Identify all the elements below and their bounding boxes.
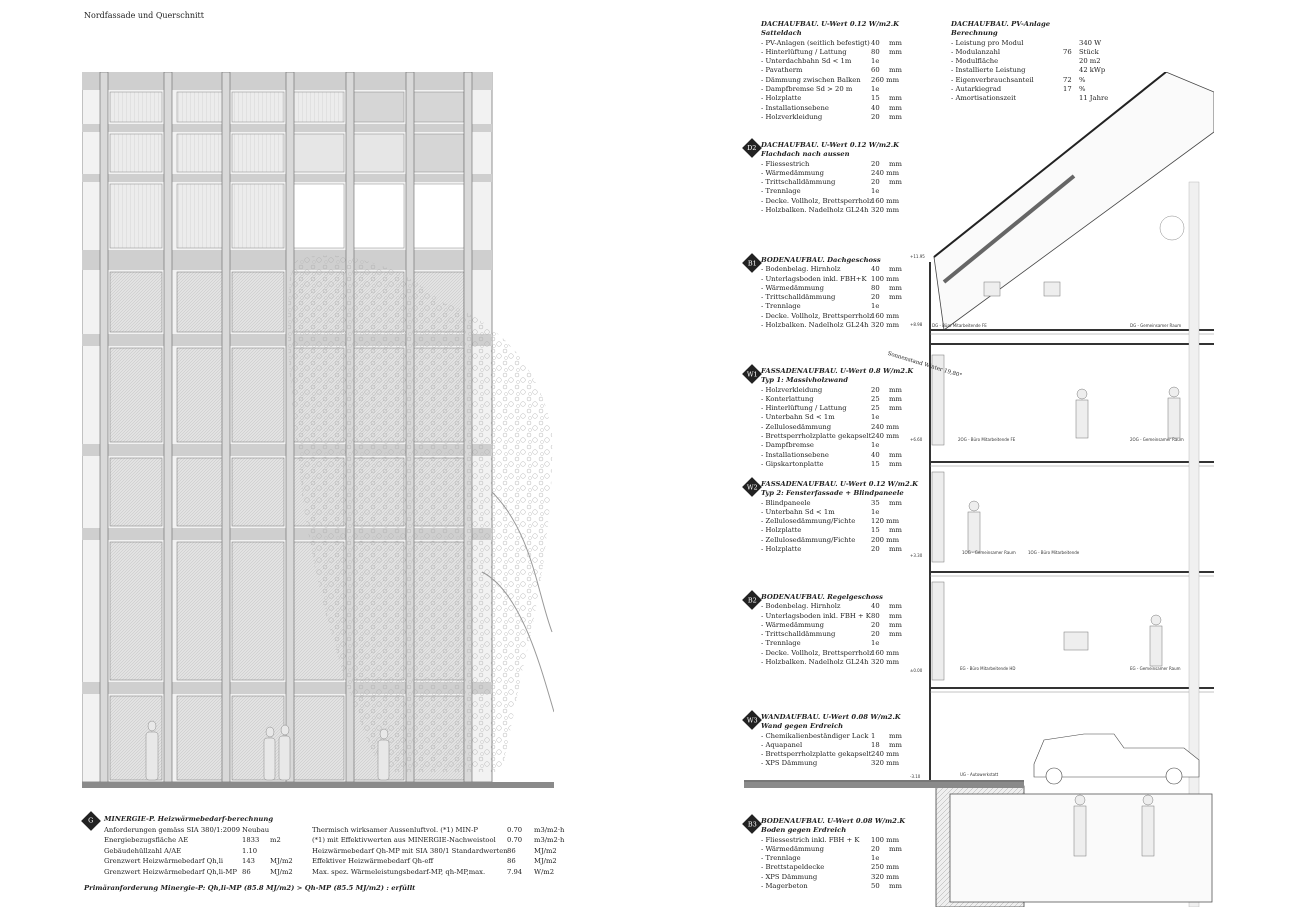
spec-row: - Gipskartonplatte 15 mm	[761, 459, 902, 468]
spec-row: - Blindpaneele 35 mm	[761, 498, 902, 507]
spec-row: - Unterbahn Sd < 1m 1e	[761, 413, 880, 422]
facade-ground-line	[82, 782, 554, 788]
spec-row: - Holzverkleidung 20 mm	[761, 385, 902, 394]
minergie-row: Max. spez. Wärmeleistungsbedarf-MP, qh-MP,max. 7.94 W/m2	[312, 867, 555, 876]
spec-row: - Decke. Vollholz, Brettsperrholz 160 mm	[761, 196, 900, 205]
pv-subtitle: Berechnung	[951, 29, 998, 38]
spec-row: - Hinterlüftung / Lattung 80 mm	[761, 47, 902, 56]
minergie-row: Gebäudehüllzahl A/AE 1.10	[104, 846, 258, 855]
pv-title: DACHAUFBAU. PV-Anlage	[951, 20, 1051, 28]
minergie-row: Grenzwert Heizwärmebedarf Qh,li-MP 86 MJ/m2	[104, 867, 293, 876]
spec-row: - Decke. Vollholz, Brettsperrholz 160 mm	[761, 648, 900, 657]
spec-row: - Zellulosedämmung/Fichte 120 mm	[761, 517, 900, 526]
spec-row: - Dämmung zwischen Balken 260 mm	[761, 75, 900, 84]
spec-title: BODENAUFBAU. Dachgeschoss	[761, 256, 881, 264]
spec-row: - Hinterlüftung / Lattung 25 mm	[761, 404, 902, 413]
minergie-row: Effektiver Heizwärmebedarf Qh-eff 86 MJ/m2	[312, 857, 557, 865]
spec-subtitle: Satteldach	[761, 29, 802, 38]
minergie-footer: Primäranforderung Minergie-P: Qh,li-MP (85.8 MJ/m2) > Qh-MP (85.5 MJ/m2) : erfüllt	[84, 883, 416, 892]
spec-row: - Holzplatte 15 mm	[761, 94, 902, 103]
spec-row: - Brettsperrholzplatte gekapselt 240 mm	[761, 750, 900, 759]
spec-title: BODENAUFBAU. Regelgeschoss	[761, 593, 883, 601]
spec-row: - Holzverkleidung 20 mm	[761, 112, 902, 121]
spec-row: - XPS Dämmung 320 mm	[761, 759, 900, 768]
spec-row: - Fliessestrich 20 mm	[761, 159, 902, 168]
pv-row: - Installierte Leistung 42 kWp	[951, 66, 1106, 75]
spec-subtitle: Wand gegen Erdreich	[761, 722, 844, 731]
spec-row: - Zellulosedämmung/Fichte 200 mm	[761, 535, 900, 544]
spec-row: - Holzbalken. Nadelholz GL24h 320 mm	[761, 658, 900, 667]
spec-row: - Konterlattung 25 mm	[761, 394, 902, 403]
spec-b3	[747, 817, 941, 891]
spec-row: - Magerbeton 50 mm	[761, 882, 902, 891]
spec-badge: W1	[742, 364, 762, 384]
level-label: +8.98	[910, 322, 923, 327]
spec-row: - Zellulosedämmung 240 mm	[761, 422, 900, 431]
spec-badge: D2	[742, 138, 762, 158]
spec-row: - PV-Anlagen (seitlich befestigt) 40 mm	[761, 38, 902, 47]
spec-row: - Installationsebene 40 mm	[761, 450, 902, 459]
spec-b1	[747, 256, 941, 330]
spec-row: - Trittschalldämmung 20 mm	[761, 293, 902, 302]
spec-row: - Holzplatte 20 mm	[761, 545, 902, 554]
spec-row: - Bodenbelag. Hirnholz 40 mm	[761, 602, 902, 611]
spec-row: - Wärmedämmung 80 mm	[761, 283, 902, 292]
spec-row: - Wärmedämmung 240 mm	[761, 168, 900, 177]
room-label: EG - Büro Mitarbeitende HD	[960, 666, 1016, 671]
spec-subtitle: Typ 1: Massivholzwand	[761, 376, 848, 385]
spec-row: - Trittschalldämmung 20 mm	[761, 178, 902, 187]
spec-badge: B2	[742, 590, 762, 610]
spec-subtitle: Typ 2: Fensterfassade + Blindpaneele	[761, 489, 904, 498]
spec-title: BODENAUFBAU. U-Wert 0.08 W/m2.K	[761, 817, 906, 825]
spec-row: - Decke. Vollholz, Brettsperrholz 160 mm	[761, 311, 900, 320]
minergie-row: Heizwärmebedarf Qh-MP mit SIA 380/1 Standardwerten 86 MJ/m2	[312, 846, 557, 855]
spec-badge: W3	[742, 710, 762, 730]
level-label: -3.10	[910, 774, 921, 779]
pv-row: - Autarkiegrad 17 %	[951, 85, 1086, 94]
spec-row: - XPS Dämmung 320 mm	[761, 872, 900, 881]
room-label: 1OG - Gemeinsamer Raum	[962, 550, 1016, 555]
level-label: +6.60	[910, 437, 923, 442]
minergie-title: MINERGIE-P. Heizwärmebedarf-berechnung	[104, 815, 274, 823]
pv-row: - Modulfläche 20 m2	[951, 57, 1101, 66]
pv-row: - Modulanzahl 76 Stück	[951, 47, 1099, 56]
spec-row: - Trittschalldämmung 20 mm	[761, 630, 902, 639]
minergie-row: Thermisch wirksamer Aussenluftvol. (*1) MIN-P 0.70 m3/m2·h	[312, 825, 565, 834]
spec-title: FASSADENAUFBAU. U-Wert 0.8 W/m2.K	[761, 367, 914, 375]
level-label: +3.30	[910, 553, 923, 558]
pv-calculation	[951, 20, 1131, 104]
minergie-row: (*1) mit Effektivwerten aus MINERGIE-Nachweistool 0.70 m3/m2·h	[312, 836, 565, 844]
spec-row: - Trennlage 1e	[761, 639, 880, 648]
room-label: 2OG - Büro Mitarbeitende FE	[958, 437, 1016, 442]
spec-row: - Holzbalken. Nadelholz GL24h 320 mm	[761, 206, 900, 215]
spec-badge: B3	[742, 814, 762, 834]
room-label: EG - Gemeinsamer Raum	[1130, 666, 1181, 671]
minergie-badge: G	[81, 811, 101, 831]
spec-row: - Unterlagsboden inkl. FBH + K 80 mm	[761, 611, 902, 620]
spec-row: - Brettsperrholzplatte gekapselt 240 mm	[761, 432, 900, 441]
level-label: ±0.00	[910, 668, 923, 673]
spec-d2	[747, 141, 941, 215]
room-label: UG - Autowerkstatt	[960, 772, 999, 777]
spec-row: - Wärmedämmung 20 mm	[761, 620, 902, 629]
spec-subtitle: Flachdach nach aussen	[761, 150, 850, 159]
spec-row: - Unterbahn Sd < 1m 1e	[761, 507, 880, 516]
sun-angle-label: Sonnenstand Winter 19,80°	[886, 350, 963, 380]
spec-w1	[746, 367, 941, 469]
spec-w2	[746, 480, 941, 554]
spec-subtitle: Boden gegen Erdreich	[761, 826, 847, 835]
pv-row: - Leistung pro Modul 340 W	[951, 38, 1102, 47]
spec-row: - Aquapanel 18 mm	[761, 740, 902, 749]
spec-title: FASSADENAUFBAU. U-Wert 0.12 W/m2.K	[761, 480, 918, 488]
spec-row: - Brettstapeldecke 250 mm	[761, 863, 900, 872]
pv-row: - Amortisationszeit 11 Jahre	[951, 94, 1109, 103]
spec-row: - Chemikalienbeständiger Lack 1 mm	[761, 731, 902, 740]
spec-title: DACHAUFBAU. U-Wert 0.12 W/m2.K	[761, 20, 900, 28]
spec-row: - Unterdachbahn Sd < 1m 1e	[761, 57, 880, 66]
section-ground-line	[744, 782, 1024, 788]
spec-row: - Fliessestrich inkl. FBH + K 100 mm	[761, 835, 900, 844]
spec-row: - Trennlage 1e	[761, 302, 880, 311]
level-label: +11.95	[910, 254, 925, 259]
spec-b2	[747, 593, 941, 667]
spec-row: - Trennlage 1e	[761, 854, 880, 863]
spec-row: - Holzplatte 15 mm	[761, 526, 902, 535]
spec-row: - Bodenbelag. Hirnholz 40 mm	[761, 265, 902, 274]
minergie-row: Energiebezugsfläche AE 1833 m2	[104, 836, 281, 844]
room-label: DG - Büro Mitarbeitende FE	[932, 323, 987, 328]
spec-row: - Dampfbremse Sd > 20 m 1e	[761, 85, 880, 94]
page-title: Nordfassade und Querschnitt	[84, 11, 204, 20]
room-label: 2OG - Gemeinsamer Raum	[1130, 437, 1184, 442]
spec-row: - Pavatherm 60 mm	[761, 66, 902, 75]
minergie-row: Grenzwert Heizwärmebedarf Qh,li 143 MJ/m2	[104, 857, 293, 865]
spec-badge: W2	[742, 477, 762, 497]
pv-row: - Eigenverbrauchsanteil 72 %	[951, 75, 1086, 84]
spec-row: - Wärmedämmung 20 mm	[761, 844, 902, 853]
spec-dach_satteldach	[761, 20, 941, 122]
spec-row: - Holzbalken. Nadelholz GL24h 320 mm	[761, 321, 900, 330]
minergie-row: Anforderungen gemäss SIA 380/1:2009 Neubau	[104, 825, 270, 834]
spec-badge: B1	[742, 253, 762, 273]
spec-row: - Installationsebene 40 mm	[761, 103, 902, 112]
spec-row: - Dampfbremse 1e	[761, 441, 880, 450]
spec-title: DACHAUFBAU. U-Wert 0.12 W/m2.K	[761, 141, 900, 149]
room-label: DG - Gemeinsamer Raum	[1130, 323, 1182, 328]
room-label: 1OG - Büro Mitarbeitende	[1028, 550, 1080, 555]
spec-row: - Unterlagsboden inkl. FBH+K 100 mm	[761, 274, 900, 283]
spec-title: WANDAUFBAU. U-Wert 0.08 W/m2.K	[761, 713, 901, 721]
spec-row: - Trennlage 1e	[761, 187, 880, 196]
spec-w3	[746, 713, 941, 769]
minergie-calculation	[84, 814, 564, 893]
